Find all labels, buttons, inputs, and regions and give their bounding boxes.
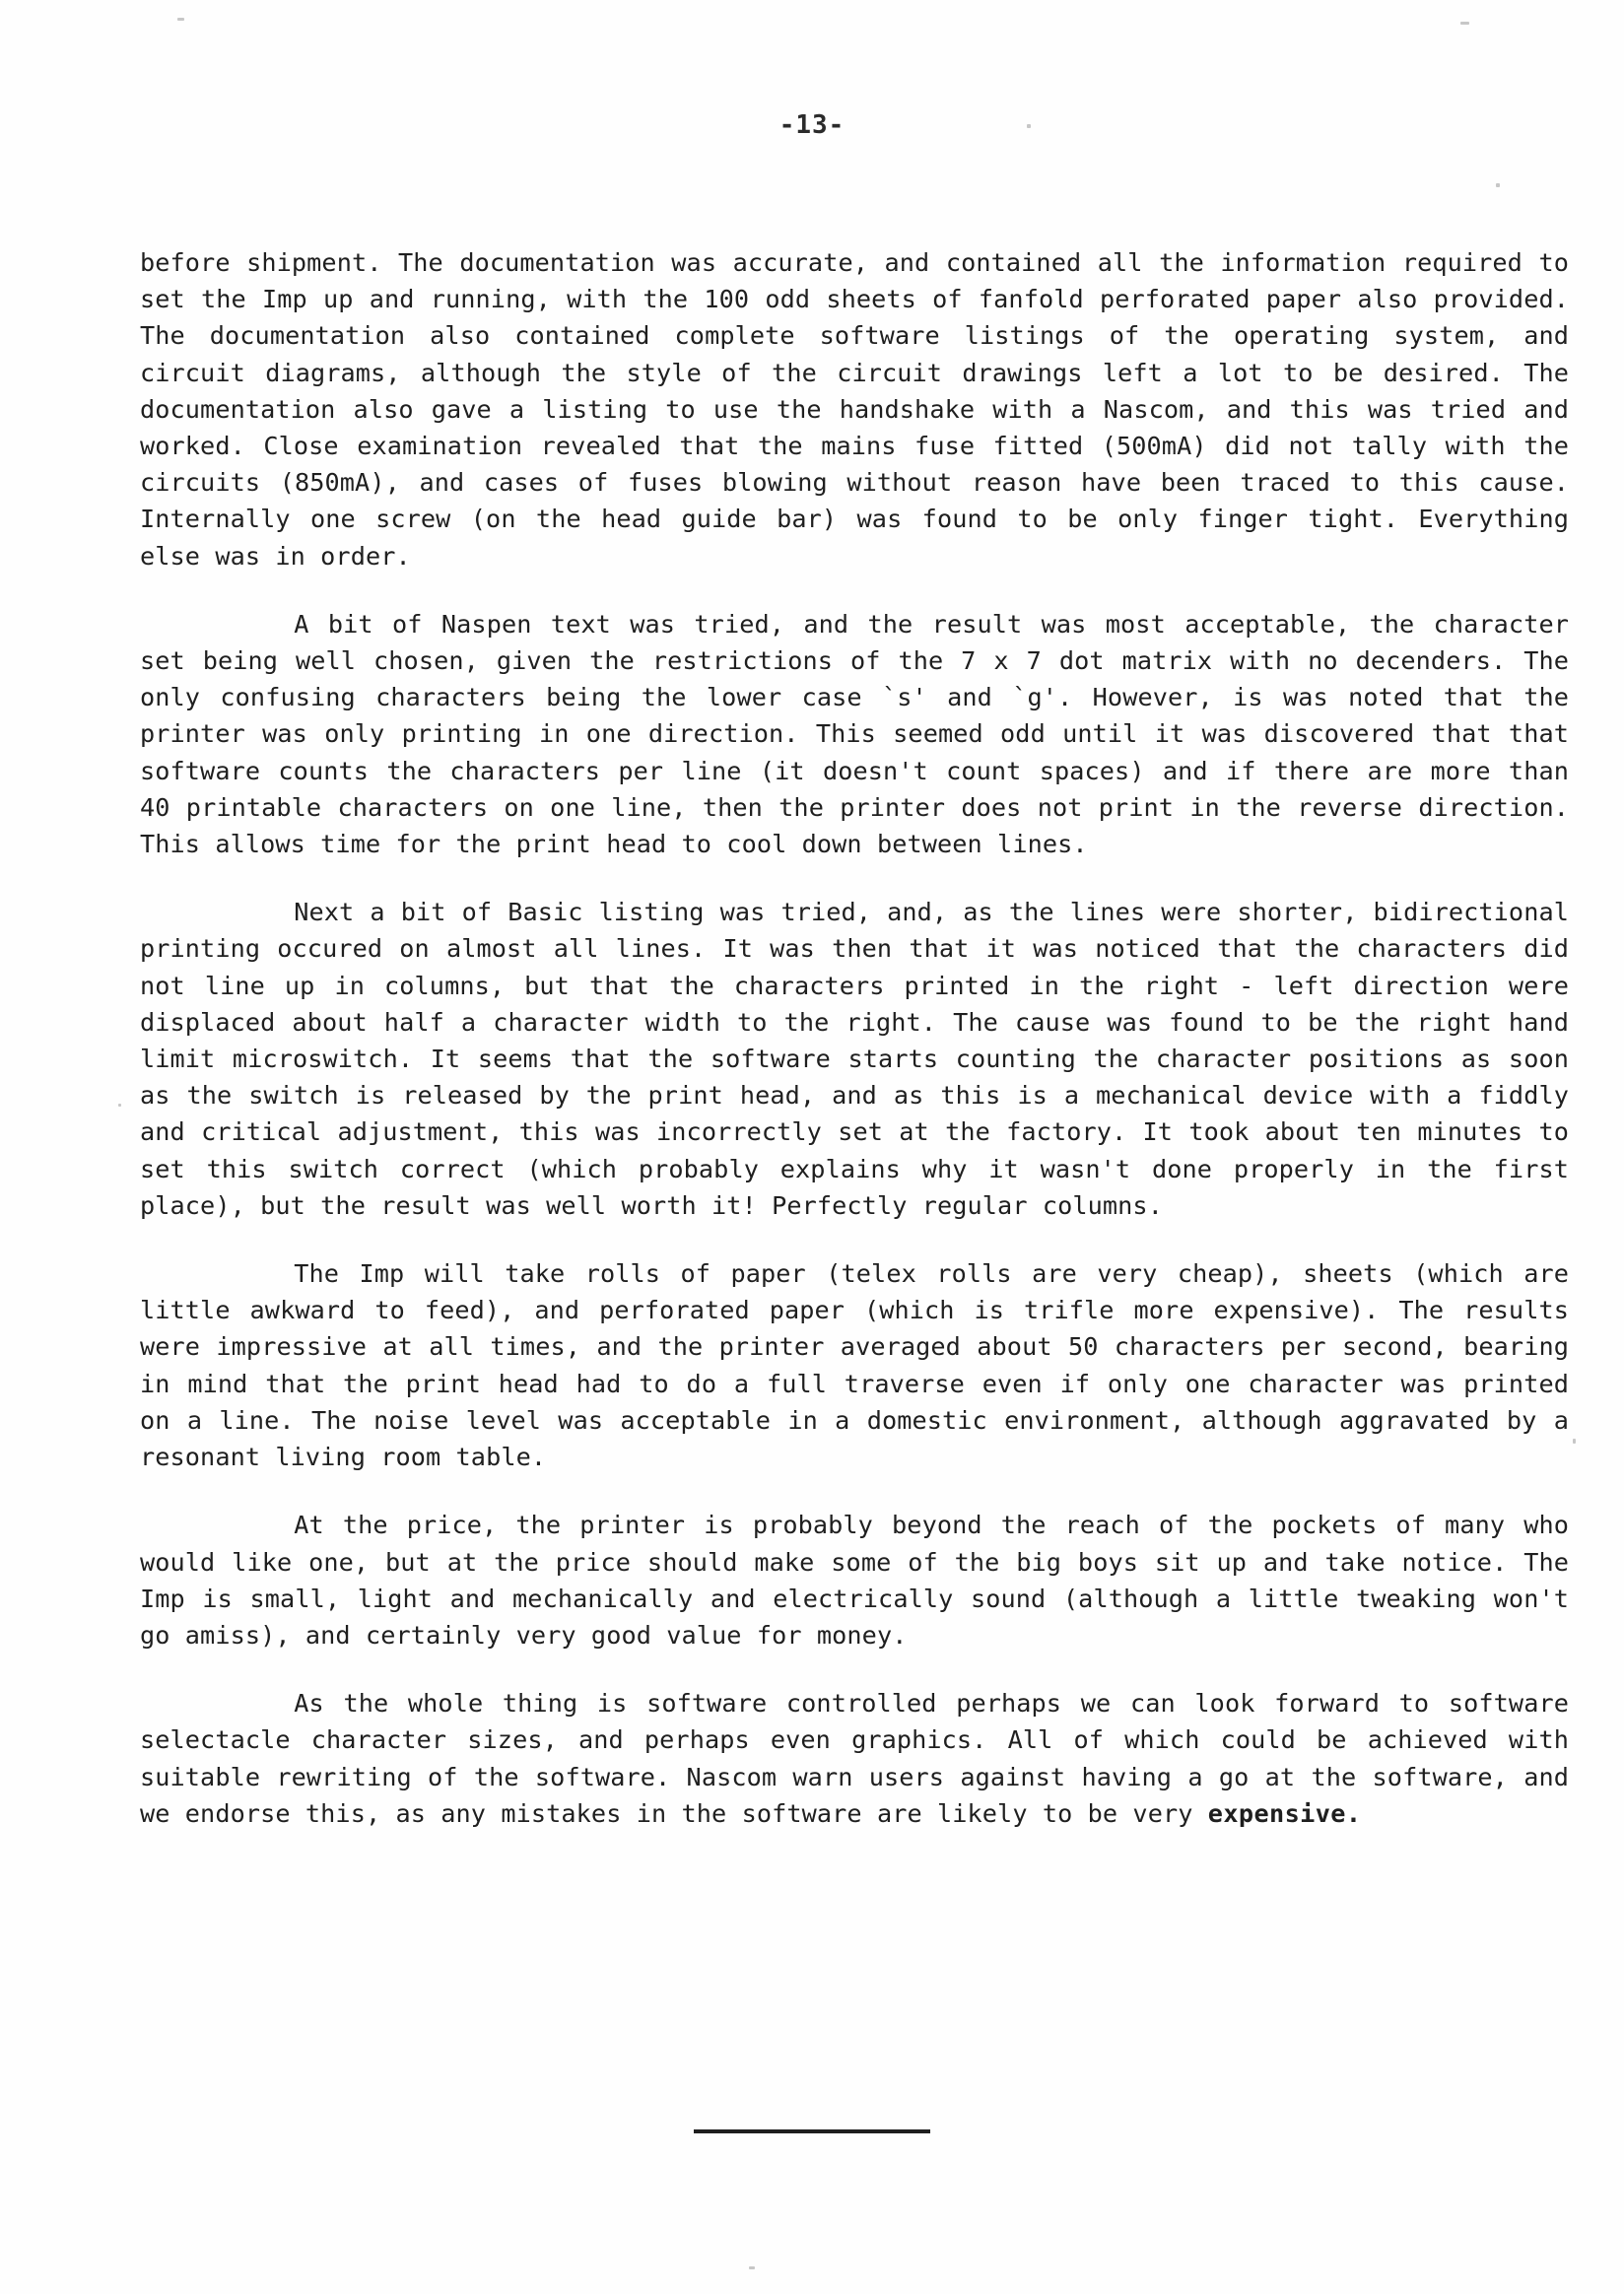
page-number: -13- (778, 110, 846, 140)
scan-artifact-speck (118, 1104, 121, 1107)
scan-artifact-speck (749, 2266, 755, 2269)
scan-artifact-speck (177, 18, 184, 21)
scan-artifact-speck (1573, 1439, 1576, 1444)
paragraph-naspen (140, 606, 1569, 862)
paragraph-basic-listing (140, 894, 1569, 1224)
paragraph-price (140, 1507, 1569, 1653)
paragraph-naspen-text: A bit of Naspen text was tried, and the result was most acceptable, the character set being well chosen, given the restrictions of the 7 x 7 dot matrix with no decenders. The only confusing characters being the lower case `s' and `g'. However, is was noted that the printer was only printing in one direction. This seemed odd until it was discovered that that software counts the characters per line (it doesn't count spaces) and if there are more than 40 printable characters on one line, then the printer does not print in the reverse direction. This allows time for the print head to cool down between lines. (140, 609, 1569, 859)
paragraph-software-controlled-text: As the whole thing is software controlled perhaps we can look forward to software selectacle character sizes, and perhaps even graphics. All of which could be achieved with suitable rewriting of the software. Nascom warn users against having a go at the software, and we endorse this, as any mistakes in the software are likely to be very (140, 1689, 1569, 1828)
paragraph-paper-rolls-text: The Imp will take rolls of paper (telex rolls are very cheap), sheets (which are little awkward to feed), and perforated paper (which is trifle more expensive). The results were impressive at all times, and the printer averaged about 50 characters per second, bearing in mind that the print head had to do a full traverse even if only one character was printed on a line. The noise level was acceptable in a domestic environment, although aggravated by a resonant living room table. (140, 1259, 1569, 1472)
emphasised-word-expensive: expensive. (1207, 1798, 1362, 1828)
scan-artifact-speck (1460, 22, 1469, 25)
paragraph-paper-rolls (140, 1255, 1569, 1475)
horizontal-rule-icon (694, 2129, 930, 2133)
paragraph-basic-listing-text: Next a bit of Basic listing was tried, and, as the lines were shorter, bidirectional printing occured on almost all lines. It was then that it was noticed that the characters did not line up in columns, but that the characters printed in the right - left direction were displaced about half a character width to the right. The cause was found to be the right hand limit microswitch. It seems that the software starts counting the character positions as soon as the switch is released by the print head, and as this is a mechanical device with a fiddly and critical adjustment, this was incorrectly set at the factory. It took about ten minutes to set this switch correct (which probably explains why it wasn't done properly in the first place), but the result was well worth it! Perfectly regular columns. (140, 898, 1569, 1220)
scan-artifact-speck (1496, 183, 1500, 187)
paragraph-price-text: At the price, the printer is probably beyond the reach of the pockets of many who would like one, but at the price should make some of the big boys sit up and take notice. The Imp is small, light and mechanically and electrically sound (although a little tweaking won't go amiss), and certainly very good value for money. (140, 1511, 1569, 1650)
paragraph-software-controlled (140, 1685, 1569, 1832)
footer-rule-container (0, 2121, 1624, 2139)
paragraph-documentation: before shipment. The documentation was accurate, and contained all the information required to set the Imp up and running, with the 100 odd sheets of fanfold perforated paper also provided. The documentation also contained complete software listings of the operating system, and circuit diagrams, although the style of the circuit drawings left a lot to be desired. The documentation also gave a listing to use the handshake with a Nascom, and this was tried and worked. Close examination revealed that the mains fuse fitted (500mA) did not tally with the circuits (850mA), and cases of fuses blowing without reason have been traced to this cause. Internally one screw (on the head guide bar) was found to be only finger tight. Everything else was in order. (140, 248, 1569, 571)
article-body (140, 244, 1569, 1832)
